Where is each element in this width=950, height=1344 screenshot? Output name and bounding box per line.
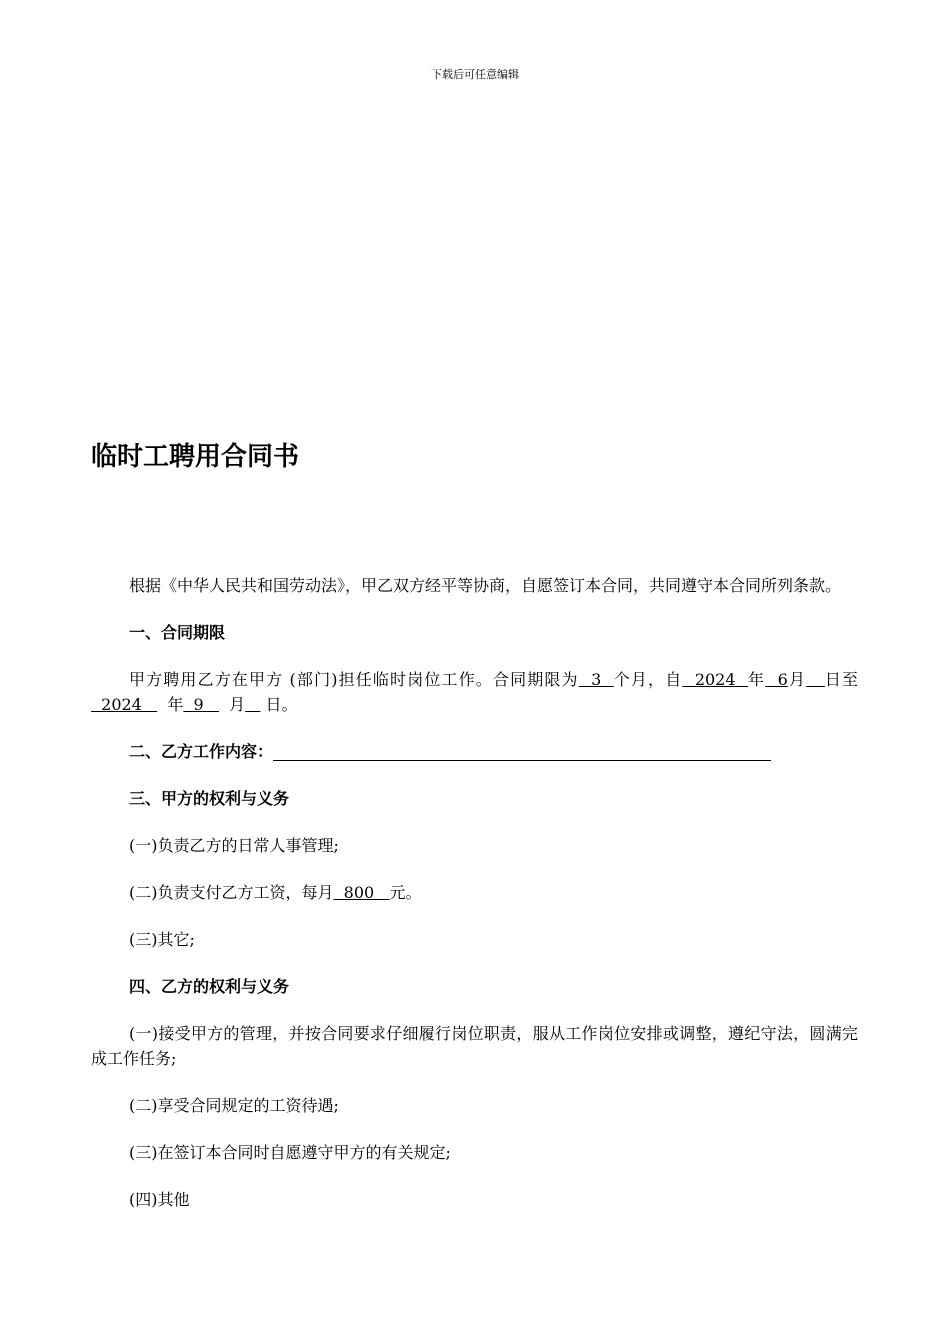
term-text-a: 甲方聘用乙方在甲方 (部门)担任临时岗位工作。合同期限为 bbox=[129, 670, 579, 689]
document-body bbox=[91, 573, 858, 1234]
end-year-field: 2024 bbox=[91, 695, 158, 714]
months-field: 3 bbox=[578, 670, 614, 689]
term-text-h: 日。 bbox=[260, 695, 298, 714]
term-text-b: 个月，自 bbox=[613, 670, 683, 689]
term-text-e: 日至 bbox=[824, 670, 858, 689]
section-4-heading: 四、乙方的权利与义务 bbox=[129, 977, 290, 996]
salary-field: 800 bbox=[333, 883, 390, 902]
term-text-g: 月 bbox=[218, 695, 246, 714]
term-text-d: 月 bbox=[787, 670, 807, 689]
section-3-item-3: (三)其它; bbox=[129, 930, 195, 949]
term-text-c: 年 bbox=[748, 670, 766, 689]
salary-text-b: 元。 bbox=[389, 883, 422, 902]
start-month-field: 6 bbox=[765, 670, 788, 689]
intro-paragraph: 根据《中华人民共和国劳动法》，甲乙双方经平等协商，自愿签订本合同，共同遵守本合同所列条款。 bbox=[129, 576, 842, 595]
page-header: 下载后可任意编辑 bbox=[431, 68, 519, 81]
section-4-item-1: (一)接受甲方的管理，并按合同要求仔细履行岗位职责，服从工作岗位安排或调整，遵纪守法，圆满完成工作任务; bbox=[91, 1024, 858, 1068]
work-content-field bbox=[273, 744, 771, 761]
section-3-heading: 三、甲方的权利与义务 bbox=[129, 789, 290, 808]
section-4-item-4: (四)其他 bbox=[129, 1190, 190, 1209]
section-2-heading-text: 二、乙方工作内容： bbox=[129, 742, 274, 761]
section-3-item-2 bbox=[91, 880, 858, 905]
section-2-heading bbox=[91, 739, 858, 764]
start-day-field bbox=[806, 670, 825, 689]
contract-term-paragraph bbox=[91, 667, 858, 717]
section-3-item-1: (一)负责乙方的日常人事管理; bbox=[129, 836, 339, 855]
term-text-f: 年 bbox=[157, 695, 184, 714]
start-year-field: 2024 bbox=[682, 670, 749, 689]
end-day-field bbox=[245, 695, 260, 714]
section-1-heading: 一、合同期限 bbox=[129, 623, 226, 642]
section-4-item-3: (三)在签订本合同时自愿遵守甲方的有关规定; bbox=[129, 1143, 451, 1162]
end-month-field: 9 bbox=[183, 695, 219, 714]
salary-text-a: (二)负责支付乙方工资，每月 bbox=[129, 883, 334, 902]
section-4-item-2: (二)享受合同规定的工资待遇; bbox=[129, 1096, 339, 1115]
document-title: 临时工聘用合同书 bbox=[91, 442, 300, 472]
